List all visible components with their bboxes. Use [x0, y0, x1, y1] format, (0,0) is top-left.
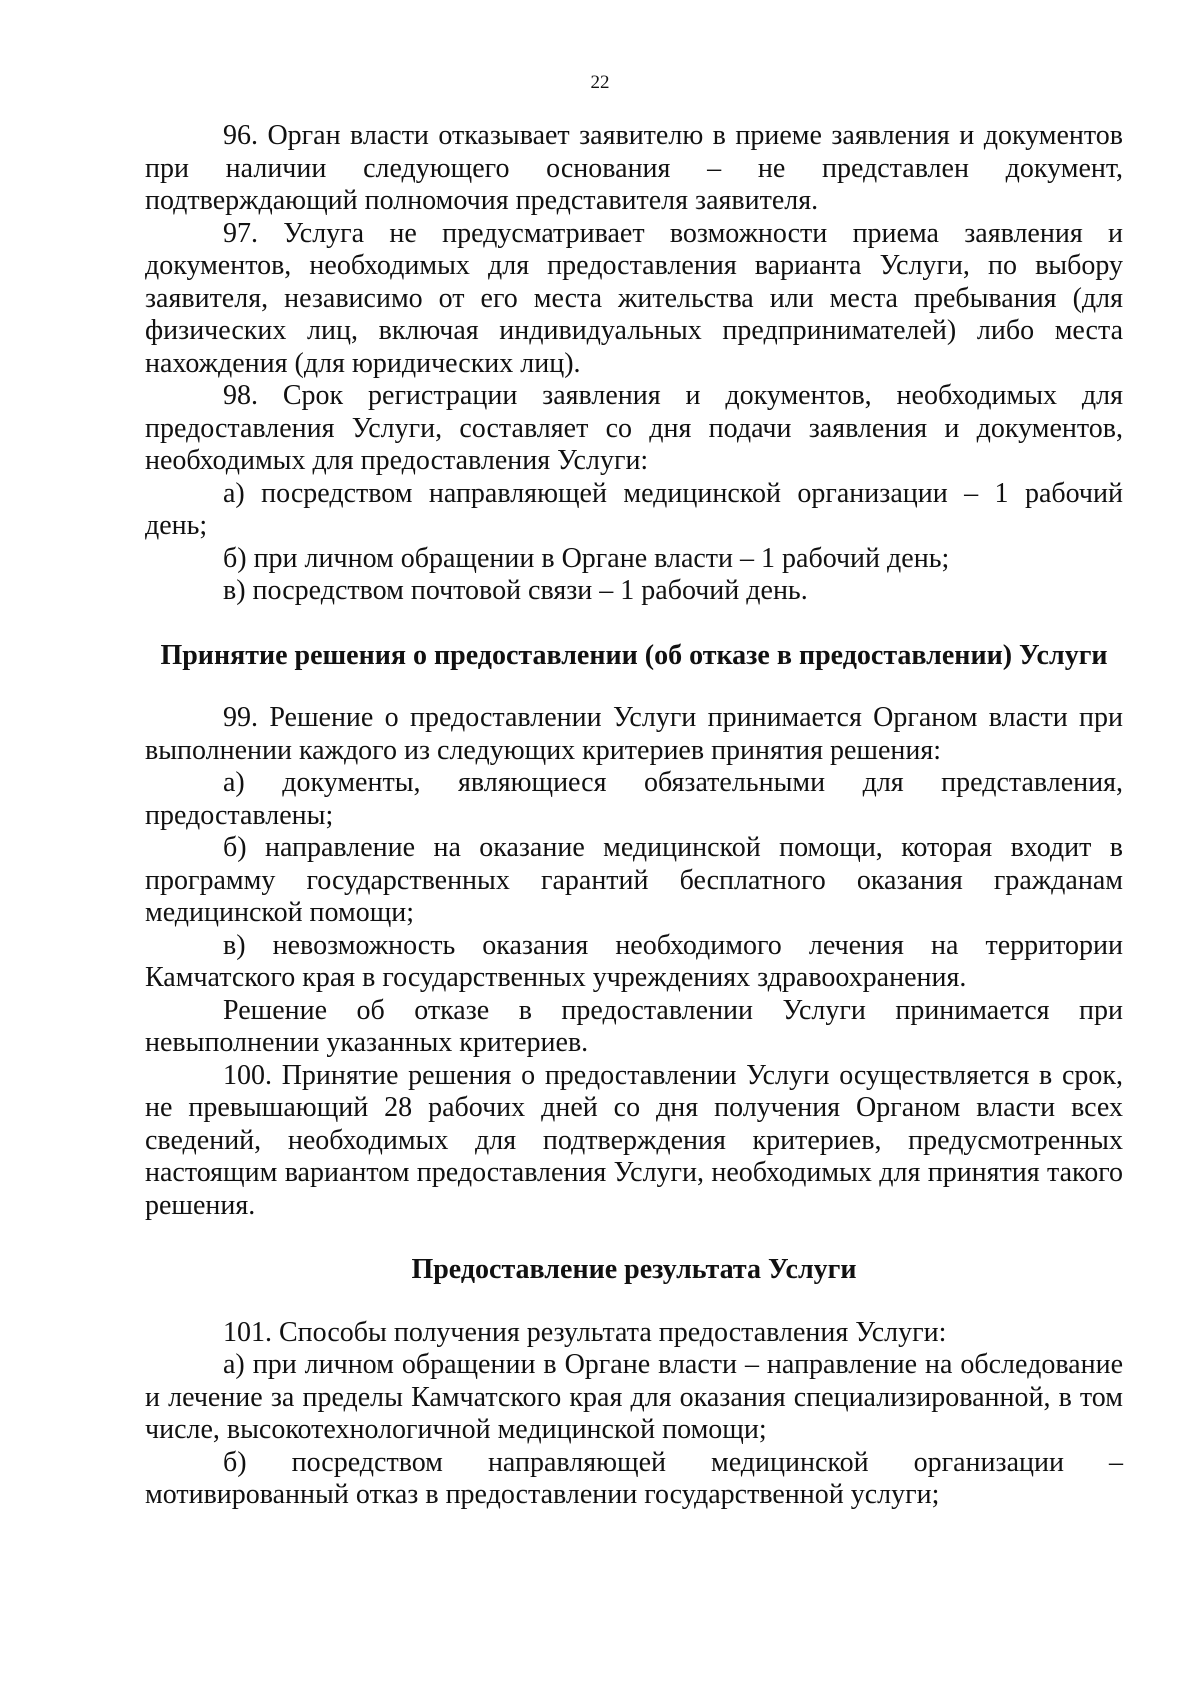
paragraph-99-v: в) невозможность оказания необходимого лечения на территории Камчатского края в государственных учреждениях здравоохранения. — [145, 929, 1123, 993]
paragraph-96: 96. Орган власти отказывает заявителю в приеме заявления и документов при наличии следующего основания – не представлен документ, подтверждающий полномочия представителя заявителя. — [145, 120, 1123, 216]
section-heading-decision: Принятие решения о предоставлении (об отказе в предоставлении) Услуги — [160, 639, 1108, 671]
paragraph-100: 100. Принятие решения о предоставлении Услуги осуществляется в срок, не превышающий 28 рабочих дней со дня получения Органом власти всех сведений, необходимых для подтверждения критериев, предусмотренных настоящим вариантом предоставления Услуги, необходимых для принятия такого решения. — [145, 1059, 1123, 1221]
paragraph-99-b: б) направление на оказание медицинской помощи, которая входит в программу государственных гарантий бесплатного оказания гражданам медицинской помощи; — [145, 832, 1123, 928]
paragraph-refusal-decision: Решение об отказе в предоставлении Услуги принимается при невыполнении указанных критериев. — [145, 994, 1123, 1058]
paragraph-99: 99. Решение о предоставлении Услуги принимается Органом власти при выполнении каждого из следующих критериев принятия решения: — [145, 702, 1123, 766]
paragraph-98-a: а) посредством направляющей медицинской организации – 1 рабочий день; — [145, 477, 1123, 541]
document-body — [145, 120, 1123, 1512]
paragraph-99-a: а) документы, являющиеся обязательными для представления, предоставлены; — [145, 767, 1123, 831]
spacer — [145, 1287, 1123, 1317]
spacer — [145, 1222, 1123, 1254]
section-heading-result: Предоставление результата Услуги — [411, 1254, 857, 1285]
paragraph-98: 98. Срок регистрации заявления и документов, необходимых для предоставления Услуги, составляет со дня подачи заявления и документов, необходимых для предоставления Услуги: — [145, 380, 1123, 476]
spacer — [145, 672, 1123, 702]
paragraph-101-a: а) при личном обращении в Органе власти – направление на обследование и лечение за пределы Камчатского края для оказания специализированной, в том числе, высокотехнологичной медицинской помощи; — [145, 1349, 1123, 1445]
page-number: 22 — [590, 72, 610, 93]
paragraph-101-b: б) посредством направляющей медицинской организации – мотивированный отказ в предоставлении государственной услуги; — [145, 1446, 1123, 1510]
paragraph-101: 101. Способы получения результата предоставления Услуги: — [223, 1316, 947, 1348]
spacer — [145, 608, 1123, 640]
paragraph-97: 97. Услуга не предусматривает возможности приема заявления и документов, необходимых для предоставления варианта Услуги, по выбору заявителя, независимо от его места жительства или места пребывания (для физических лиц, включая индивидуальных предпринимателей) либо места нахождения (для юридических лиц). — [145, 217, 1123, 379]
paragraph-98-v: в) посредством почтовой связи – 1 рабочий день. — [223, 575, 808, 606]
paragraph-98-b: б) при личном обращении в Органе власти – 1 рабочий день; — [223, 542, 950, 574]
